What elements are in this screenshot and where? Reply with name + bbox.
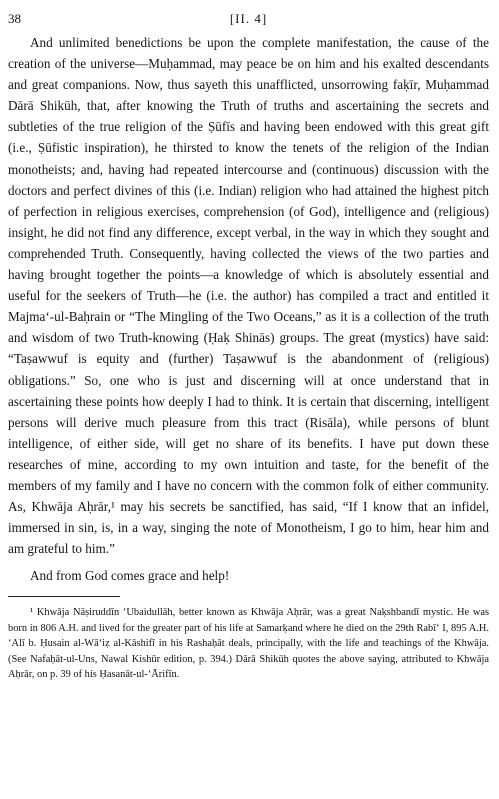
main-text	[8, 32, 489, 586]
paragraph-closing: And from God comes grace and help!	[30, 568, 230, 584]
page-header	[8, 6, 489, 32]
footnote: ¹ Khwāja Nāṣiruddīn ‘Ubaidullāh, better known as Khwāja Aḥrār, was a great Naḳshbandī mystic. He was born in 806 A.H. and lived for the greater part of his life at Samarḳand where he died on the 29th Rabī‘ I, 895 A.H. ‘Alī b. Ḥusain al-Wā‘iẓ al-Kāshifī in his Rashaḥāt deals, principally, with the life and teachings of the Khwāja. (See Nafaḥāt-ul-Uns, Nawal Kishūr edition, p. 394.) Dārā Shikūh quotes the above saying, attributed to Khwāja Aḥrār, on p. 39 of his Ḥasanāt-ul-‘Ārifīn.	[8, 607, 489, 681]
page-number: 38	[8, 11, 21, 26]
footnote-divider	[8, 596, 120, 597]
paragraph-main: And unlimited benedictions be upon the complete manifestation, the cause of the creation of the universe—Muḥammad, may peace be on him and his exalted descendants and great companions. Now, thus sayeth this unafflicted, unsorrowing faḳīr, Muḥammad Dārā Shikūh, that, after knowing the Truth of truths and ascertaining the secrets and subtleties of the true religion of the Ṣūfīs and having been endowed with this great gift (i.e., Ṣūfistic inspiration), he thirsted to know the tenets of the religion of the Indian monotheists; and, having had repeated intercourse and (continuous) discussion with the doctors and perfect divines of this (i.e. Indian) religion who had attained the highest pitch of perfection in religious exercises, comprehension (of God), intelligence and (religious) insight, he did not find any difference, except verbal, in the way in which they sought and comprehended Truth. Consequently, having collected the views of the two parties and having brought together the points—a knowledge of which is absolutely essential and useful for the seekers of Truth—he (i.e. the author) has compiled a tract and entitled it Majma‘-ul-Baḥrain or “The Mingling of the Two Oceans,” as it is a collection of the truth and wisdom of two Truth-knowing (Ḥaḳ Shinās) groups. The great (mystics) have said: “Taṣawwuf is equity and (further) Taṣawwuf is the abandonment of (religious) obligations.” So, one who is just and discerning will at once understand that in ascertaining these points how deeply I had to think. It is certain that discerning, intelligent persons will derive much pleasure from this tract (Risāla), while persons of blunt intelligence, of either side, will get no share of its benefits. I have put down these researches of mine, according to my own intuition and taste, for the benefit of the members of my family and I have no concern with the common folk of either community. As, Khwāja Aḥrār,¹ may his secrets be sanctified, has said, “If I know that an infidel, immersed in sin, is, in a way, singing the note of Monotheism, I go to him, hear him and am grateful to him.”	[8, 35, 489, 557]
section-reference: [II. 4]	[229, 11, 268, 26]
